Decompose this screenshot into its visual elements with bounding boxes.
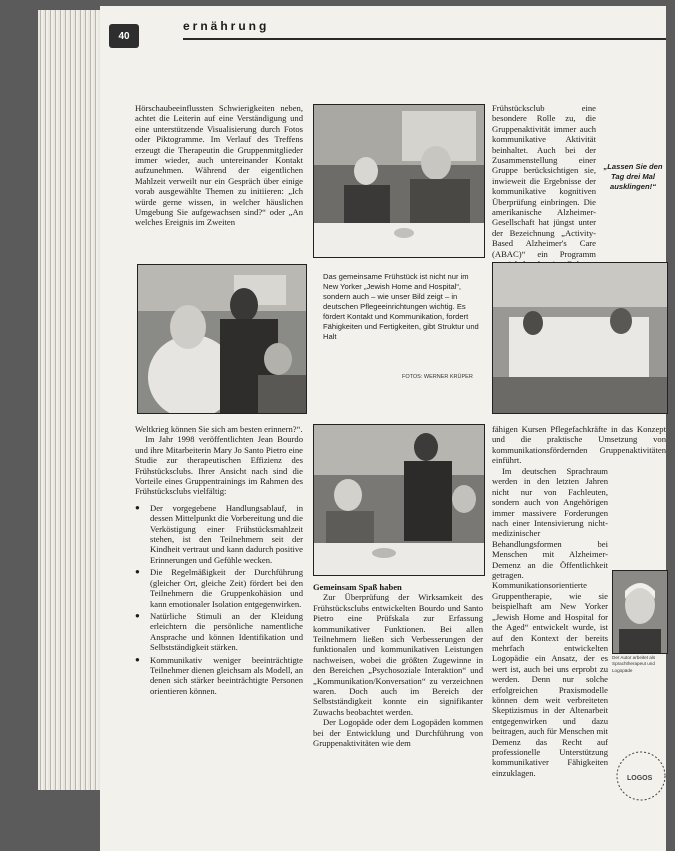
list-item: ● Der vorgegebene Handlungsablauf, in dessen Mittelpunkt die Vorbereitung und die Verköstigung einer Frühstücksmahlzeit stehen, ist den Teilnehmern seit der Kindheit vertraut und kann dadurch positive Erinnerungen und Gefühle wecken. (135, 503, 303, 565)
col2-para1: Zur Überprüfung der Wirksamkeit des Frühstücksclubs entwickelten Bourdo und Santo Pietro eine Prüfskala zur Erfassung kommunikativer Funktionen. Bei allen Teilnehmern ließen sich Verbesserungen der funktionalen und kommunikativen Leistungen nachweisen, wobei die größten Zugewinne in den Bereichen „Psychosoziale Interaktion“ und „Kommunikation/Konversation“ zu verzeichnen waren. Doch auch im Bereich der Selbstständigkeit konnte ein signifikanter Zuwachs beobachtet werden. (313, 592, 483, 717)
svg-text:LOGOS: LOGOS (627, 775, 653, 782)
section-headline: Gemeinsam Spaß haben (313, 582, 402, 592)
col1-top-text: Hörschaubeeinflussten Schwierigkeiten neben, achtet die Leiterin auf eine Verständigung und eine unterstützende Visualisierung durch Fotos oder Piktogramme. Im Verlauf des Treffens erzeugt die Therapeutin die Gruppenmitglieder immer wieder, auch untereinander Kontakt aufzunehmen. Während der eigentlichen Mahlzeit verweilt nur ein Gespräch über einige vorab ausgewählte Themen zu initiieren: „Ich würde gerne wissen, in welcher häuslichen Umgebung Sie aufgewachsen sind?“ oder „An welches Ereignis im Zweiten (135, 103, 303, 228)
section-title: ernährung (183, 19, 270, 33)
photo-breakfast-table (313, 104, 485, 258)
list-item: ● Die Regelmäßigkeit der Durchführung (gleicher Ort, gleiche Zeit) fördert bei den Teilnehmern die Gruppenkohäsion und kann emotionaler Isolation entgegenwirken. (135, 567, 303, 609)
photo-credit: FOTOS: WERNER KRÜPER (402, 374, 473, 380)
col1-bottom-intro: Weltkrieg können Sie sich am besten erinnern?“. (135, 424, 303, 434)
col3-bottom-para2: Im deutschen Sprachraum werden in den letzten Jahren nicht nur von Fachleuten, sondern auch von Angehörigen immer massivere Forderungen nach einer Intensivierung nicht-medizinischer Behandlungsformen bei Menschen mit Alzheimer-Demenz an die Öffentlichkeit getragen. Kommunikationsorientierte Gruppentherapie, wie sie beispielhaft am New Yorker „Jewish Home and Hospital for the Aged“ entwickelt wurde, ist auf den Kontext der bereits mehrfach entwickelten Logopädie ein Ansatz, der es wert ist, auch bei uns erprobt zu werden. Denn nur solche erfolgreichen Praxismodelle können dem weit verbreiteten Skeptizismus in der Altenarbeit entgegenwirken und dazu beitragen, auch für Menschen mit Demenz das Recht auf professionelle Unterstützung kommunikativer Fähigkeiten einzuklagen. (492, 466, 608, 778)
pull-quote: „Lassen Sie den Tag drei Mal ausklingen!“ (603, 162, 663, 191)
col3-top-text: Frühstücksclub eine besondere Rolle zu, die Gruppenaktivität immer auch kommunikative Aktivität beinhaltet. Auch bei der Zusammenstellung einer Gruppe berücksichtigen sie, inwieweit die Ergebnisse der kommunikative kognitiven Überprüfung einbringen. Die amerikanische Alzheimer-Gesellschaft hat jüngst unter der Bezeichnung „Activity-Based Alzheimer's Care (ABAC)“ ein Programm (492, 103, 596, 259)
col1-bottom-text (135, 424, 303, 698)
list-item: ● Kommunikativ weniger beeinträchtigte Teilnehmer dienen gleichsam als Modell, an denen sich stärker beeinträchtigte Personen orientieren können. (135, 655, 303, 697)
col1-bottom-para: Im Jahr 1998 veröffentlichten Jean Bourdo und ihre Mitarbeiterin Mary Jo Santo Pietro eine Studie zur therapeutischen Effizienz des Frühstücksclubs. Ihrer Ansicht nach sind die Vorteile eines Gruppentrainings im Rahmen des Frühstücksclubs vielfältig: (135, 434, 303, 497)
photo-nurse-and-patients (137, 264, 307, 414)
page-number-badge: 40 (109, 24, 139, 48)
author-portrait (612, 570, 668, 654)
logos-stamp (601, 742, 667, 802)
book-page-edges (38, 10, 102, 790)
photo-caption: Das gemeinsame Frühstück ist nicht nur im New Yorker „Jewish Home and Hospital“, sondern auch – wie unser Bild zeigt – in deutschen Pflegeeinrichtungen wichtig. Es fördert Kontakt und Kommunikation, fordert Fähigkeiten und Fertigkeiten, gibt Struktur und Halt (323, 272, 479, 341)
author-caption: Der Autor arbeitet als Sprachtherapeut und Logopäde (612, 655, 656, 673)
list-item: ● Natürliche Stimuli an der Kleidung erleichtern die persönliche namentliche Ansprache und können Identifikation und Selbstständigkeit stärken. (135, 611, 303, 653)
photo-dining-room (492, 262, 668, 414)
benefits-list (135, 503, 303, 696)
col2-para2: Der Logopäde oder dem Logopäden kommen bei der Entwicklung und Durchführung von Gruppenaktivitäten wie dem (313, 717, 483, 749)
col3-bottom-para1: fähigen Kursen Pflegefachkräfte in das Konzept und die praktische Umsetzung von kommunikationsfördernden Gruppenaktivitäten einführt. (492, 424, 666, 466)
header-rule (183, 38, 666, 40)
col3-bottom-text-b (492, 466, 608, 778)
col2-text (313, 582, 483, 749)
photo-group-breakfast (313, 424, 485, 576)
col3-bottom-text-a (492, 424, 666, 466)
